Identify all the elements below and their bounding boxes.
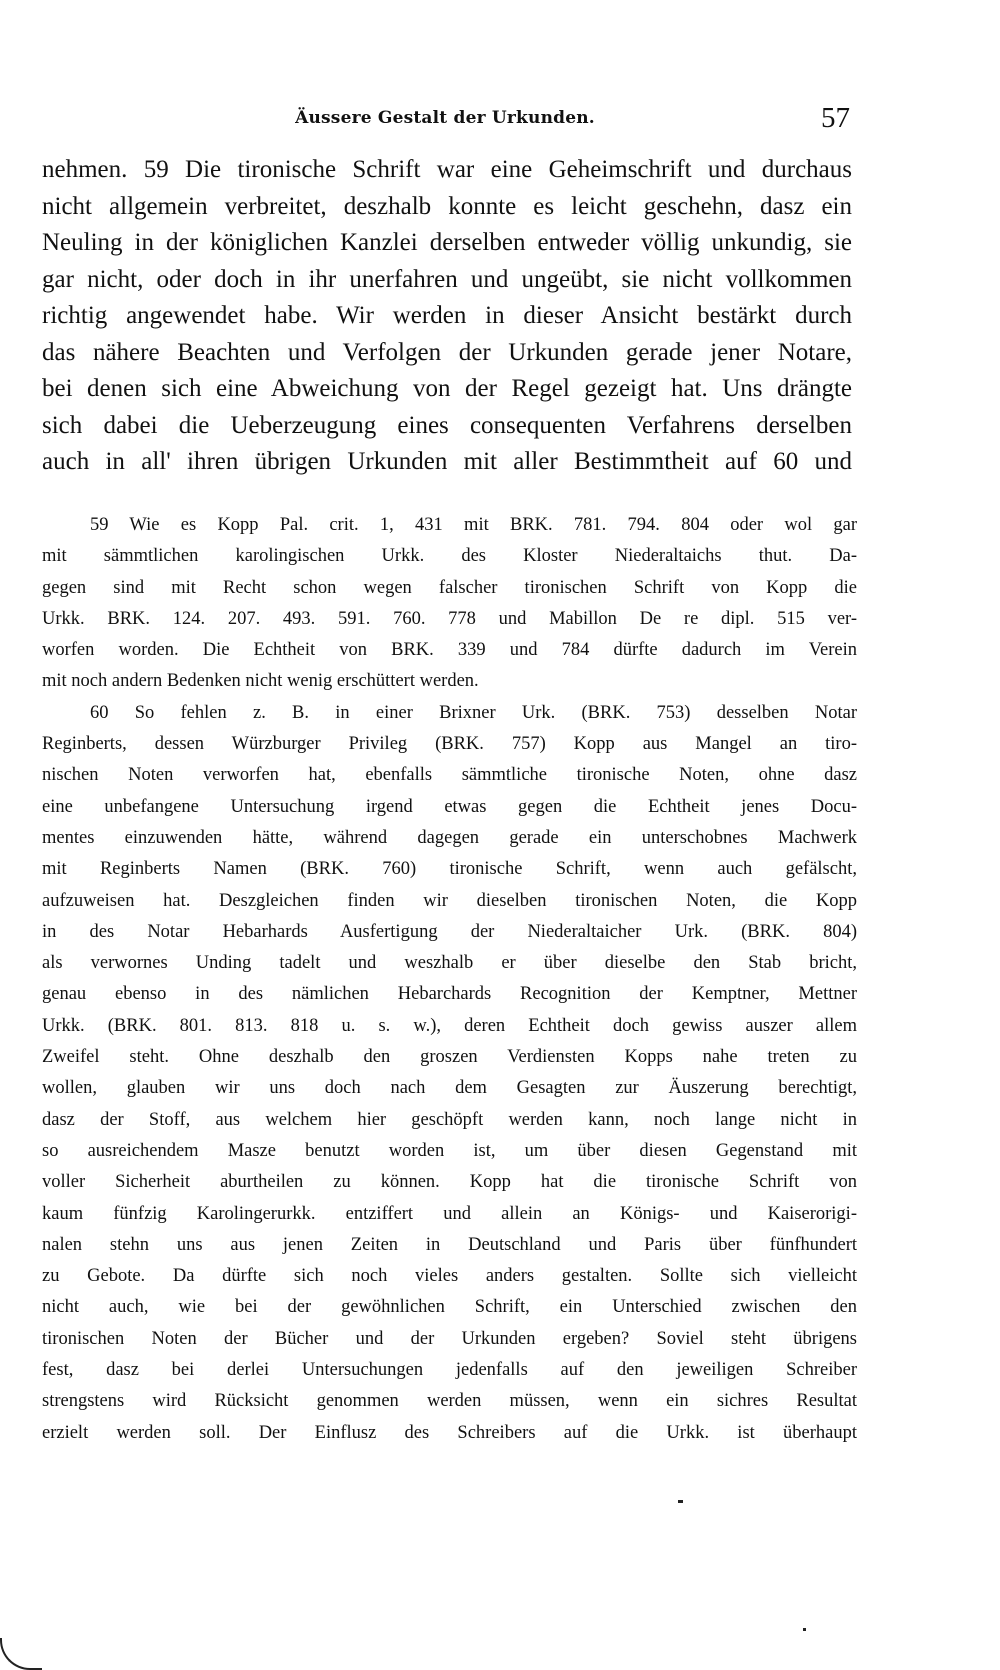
- footnote-line: zu Gebote. Da dürfte sich noch vieles anders gestalten. Sollte sich vielleicht: [42, 1266, 857, 1287]
- footnote-line: Reginberts, dessen Würzburger Privileg (BRK. 757) Kopp aus Mangel an tiro-: [42, 734, 857, 755]
- footnote-line: gegen sind mit Recht schon wegen falscher tironischen Schrift von Kopp die: [42, 577, 857, 598]
- footnote-line: mit Reginberts Namen (BRK. 760) tironische Schrift, wenn auch gefälscht,: [42, 859, 857, 880]
- footnote-line: nicht auch, wie bei der gewöhnlichen Schrift, ein Unterschied zwischen den: [42, 1297, 857, 1318]
- ink-speck: [803, 1628, 806, 1631]
- footnote-line: nalen stehn uns aus jenen Zeiten in Deutschland und Paris über fünfhundert: [42, 1234, 857, 1255]
- body-line: Neuling in der königlichen Kanzlei derselben entweder völlig unkundig, sie: [42, 229, 852, 256]
- footnote-line: 59 Wie es Kopp Pal. crit. 1, 431 mit BRK. 781. 794. 804 oder wol gar: [90, 515, 857, 535]
- footnote-line: nischen Noten verworfen hat, ebenfalls sämmtliche tironische Noten, ohne dasz: [42, 765, 857, 786]
- footnote-line: worfen worden. Die Echtheit von BRK. 339 und 784 dürfte dadurch im Verein: [42, 640, 857, 661]
- footnote-line: genau ebenso in des nämlichen Hebarchards Recognition der Kemptner, Mettner: [42, 984, 857, 1005]
- body-line: sich dabei die Ueberzeugung eines consequenten Verfahrens derselben: [42, 411, 852, 439]
- footnote-line: Urkk. BRK. 124. 207. 493. 591. 760. 778 und Mabillon De re dipl. 515 ver-: [42, 608, 857, 629]
- header-title: Äussere Gestalt der Urkunden.: [295, 108, 595, 128]
- footnote-line: Urkk. (BRK. 801. 813. 818 u. s. w.), deren Echtheit doch gewiss auszer allem: [42, 1015, 857, 1036]
- body-text: [42, 152, 852, 481]
- body-line: auch in all' ihren übrigen Urkunden mit aller Bestimmtheit auf 60 und: [42, 448, 852, 475]
- page-edge-curl: [0, 1638, 42, 1670]
- footnote-line: dasz der Stoff, aus welchem hier geschöpft werden kann, noch lange nicht in: [42, 1109, 857, 1130]
- footnote-line: strengstens wird Rücksicht genommen werden müssen, wenn ein sichres Resultat: [42, 1391, 857, 1412]
- footnote-line: wollen, glauben wir uns doch nach dem Gesagten zur Äuszerung berechtigt,: [42, 1078, 857, 1099]
- footnotes: [42, 510, 857, 1449]
- footnote-line: mit sämmtlichen karolingischen Urkk. des Kloster Niederaltaichs thut. Da-: [42, 546, 857, 567]
- body-line: nicht allgemein verbreitet, deszhalb konnte es leicht geschehn, dasz ein: [42, 192, 852, 220]
- footnote-line: erzielt werden soll. Der Einflusz des Schreibers auf die Urkk. ist überhaupt: [42, 1422, 857, 1443]
- body-line: nehmen. 59 Die tironische Schrift war eine Geheimschrift und durchaus: [42, 156, 852, 183]
- running-header: [40, 102, 850, 138]
- body-line: gar nicht, oder doch in ihr unerfahren und ungeübt, sie nicht vollkommen: [42, 265, 852, 293]
- body-line: richtig angewendet habe. Wir werden in dieser Ansicht bestärkt durch: [42, 302, 852, 329]
- page-number: 57: [821, 102, 850, 134]
- footnote-line: so ausreichendem Masze benutzt worden ist, um über diesen Gegenstand mit: [42, 1140, 857, 1161]
- footnote-line: mit noch andern Bedenken nicht wenig erschüttert werden.: [42, 671, 479, 692]
- footnote-line: als verwornes Unding tadelt und weszhalb er über dieselbe den Stab bricht,: [42, 953, 857, 974]
- footnote-line: eine unbefangene Untersuchung irgend etwas gegen die Echtheit jenes Docu-: [42, 796, 857, 817]
- footnote-line: kaum fünfzig Karolingerurkk. entziffert und allein an Königs- und Kaiserorigi-: [42, 1203, 857, 1224]
- ink-speck: [678, 1500, 683, 1503]
- footnote-59: [42, 510, 857, 698]
- body-line: bei denen sich eine Abweichung von der Regel gezeigt hat. Uns drängte: [42, 375, 852, 402]
- footnote-line: mentes einzuwenden hätte, während dagegen gerade ein unterschobnes Machwerk: [42, 827, 857, 848]
- footnote-line: tironischen Noten der Bücher und der Urkunden ergeben? Soviel steht übrigens: [42, 1328, 857, 1349]
- footnote-line: fest, dasz bei derlei Untersuchungen jedenfalls auf den jeweiligen Schreiber: [42, 1360, 857, 1381]
- footnote-line: Zweifel steht. Ohne deszhalb den groszen Verdiensten Kopps nahe treten zu: [42, 1047, 857, 1068]
- footnote-line: voller Sicherheit aburtheilen zu können. Kopp hat die tironische Schrift von: [42, 1172, 857, 1193]
- footnote-line: in des Notar Hebarhards Ausfertigung der Niederaltaicher Urk. (BRK. 804): [42, 921, 857, 942]
- body-line: das nähere Beachten und Verfolgen der Urkunden gerade jener Notare,: [42, 338, 852, 366]
- footnote-line: 60 So fehlen z. B. in einer Brixner Urk. (BRK. 753) desselben Notar: [90, 702, 857, 723]
- footnote-60: [42, 698, 857, 1449]
- footnote-line: aufzuweisen hat. Deszgleichen finden wir dieselben tironischen Noten, die Kopp: [42, 890, 857, 911]
